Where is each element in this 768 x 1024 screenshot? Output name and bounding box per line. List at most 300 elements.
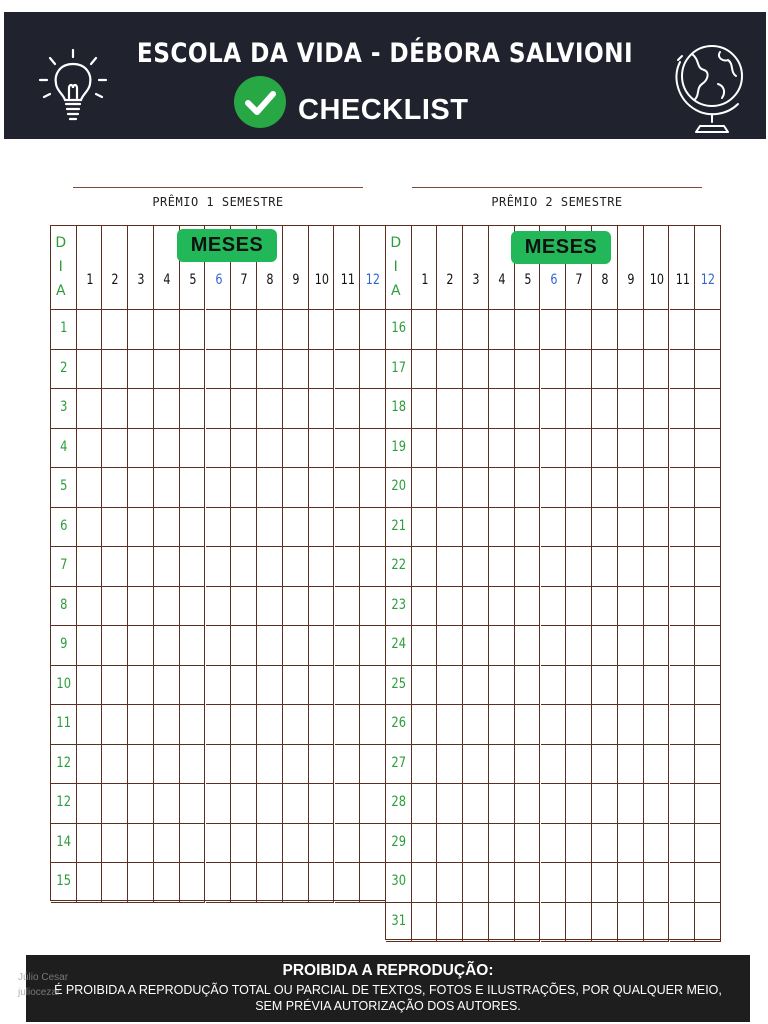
- check-cell[interactable]: [566, 350, 592, 390]
- check-cell[interactable]: [206, 705, 232, 745]
- check-cell[interactable]: [309, 587, 335, 627]
- check-cell[interactable]: [77, 863, 103, 903]
- check-cell[interactable]: [670, 310, 696, 350]
- check-cell[interactable]: [257, 784, 283, 824]
- check-cell[interactable]: [154, 705, 180, 745]
- check-cell[interactable]: [231, 547, 257, 587]
- check-cell[interactable]: [515, 903, 541, 943]
- check-cell[interactable]: [335, 824, 361, 864]
- check-cell[interactable]: [231, 508, 257, 548]
- check-cell[interactable]: [180, 389, 206, 429]
- check-cell[interactable]: [412, 587, 438, 627]
- check-cell[interactable]: [695, 863, 721, 903]
- check-cell[interactable]: [283, 350, 309, 390]
- check-cell[interactable]: [231, 429, 257, 469]
- check-cell[interactable]: [412, 429, 438, 469]
- check-cell[interactable]: [335, 587, 361, 627]
- check-cell[interactable]: [592, 784, 618, 824]
- check-cell[interactable]: [412, 310, 438, 350]
- check-cell[interactable]: [644, 468, 670, 508]
- check-cell[interactable]: [644, 705, 670, 745]
- check-cell[interactable]: [360, 547, 386, 587]
- check-cell[interactable]: [566, 508, 592, 548]
- check-cell[interactable]: [412, 547, 438, 587]
- check-cell[interactable]: [180, 350, 206, 390]
- check-cell[interactable]: [644, 350, 670, 390]
- check-cell[interactable]: [257, 468, 283, 508]
- check-cell[interactable]: [541, 350, 567, 390]
- check-cell[interactable]: [412, 745, 438, 785]
- check-cell[interactable]: [463, 587, 489, 627]
- check-cell[interactable]: [77, 350, 103, 390]
- check-cell[interactable]: [412, 666, 438, 706]
- check-cell[interactable]: [670, 705, 696, 745]
- check-cell[interactable]: [335, 666, 361, 706]
- check-cell[interactable]: [180, 824, 206, 864]
- check-cell[interactable]: [437, 508, 463, 548]
- check-cell[interactable]: [128, 824, 154, 864]
- check-cell[interactable]: [515, 508, 541, 548]
- check-cell[interactable]: [592, 389, 618, 429]
- check-cell[interactable]: [257, 350, 283, 390]
- check-cell[interactable]: [412, 784, 438, 824]
- check-cell[interactable]: [335, 468, 361, 508]
- check-cell[interactable]: [206, 824, 232, 864]
- check-cell[interactable]: [695, 824, 721, 864]
- check-cell[interactable]: [463, 903, 489, 943]
- check-cell[interactable]: [670, 863, 696, 903]
- check-cell[interactable]: [644, 784, 670, 824]
- check-cell[interactable]: [463, 863, 489, 903]
- check-cell[interactable]: [489, 350, 515, 390]
- check-cell[interactable]: [283, 429, 309, 469]
- check-cell[interactable]: [154, 508, 180, 548]
- check-cell[interactable]: [335, 389, 361, 429]
- check-cell[interactable]: [180, 468, 206, 508]
- check-cell[interactable]: [592, 310, 618, 350]
- check-cell[interactable]: [437, 310, 463, 350]
- check-cell[interactable]: [180, 784, 206, 824]
- check-cell[interactable]: [257, 824, 283, 864]
- check-cell[interactable]: [566, 863, 592, 903]
- check-cell[interactable]: [670, 429, 696, 469]
- check-cell[interactable]: [515, 350, 541, 390]
- check-cell[interactable]: [437, 350, 463, 390]
- check-cell[interactable]: [360, 705, 386, 745]
- check-cell[interactable]: [335, 745, 361, 785]
- check-cell[interactable]: [592, 824, 618, 864]
- check-cell[interactable]: [541, 824, 567, 864]
- check-cell[interactable]: [257, 626, 283, 666]
- check-cell[interactable]: [644, 626, 670, 666]
- check-cell[interactable]: [541, 666, 567, 706]
- check-cell[interactable]: [463, 547, 489, 587]
- check-cell[interactable]: [257, 389, 283, 429]
- check-cell[interactable]: [257, 705, 283, 745]
- check-cell[interactable]: [463, 784, 489, 824]
- check-cell[interactable]: [309, 626, 335, 666]
- check-cell[interactable]: [206, 666, 232, 706]
- check-cell[interactable]: [257, 745, 283, 785]
- check-cell[interactable]: [592, 429, 618, 469]
- check-cell[interactable]: [309, 784, 335, 824]
- check-cell[interactable]: [77, 824, 103, 864]
- check-cell[interactable]: [437, 705, 463, 745]
- check-cell[interactable]: [335, 705, 361, 745]
- check-cell[interactable]: [515, 745, 541, 785]
- check-cell[interactable]: [515, 784, 541, 824]
- check-cell[interactable]: [695, 547, 721, 587]
- check-cell[interactable]: [335, 350, 361, 390]
- check-cell[interactable]: [463, 824, 489, 864]
- check-cell[interactable]: [128, 310, 154, 350]
- check-cell[interactable]: [592, 626, 618, 666]
- check-cell[interactable]: [335, 626, 361, 666]
- check-cell[interactable]: [360, 429, 386, 469]
- check-cell[interactable]: [463, 468, 489, 508]
- check-cell[interactable]: [360, 310, 386, 350]
- check-cell[interactable]: [463, 389, 489, 429]
- check-cell[interactable]: [437, 429, 463, 469]
- check-cell[interactable]: [695, 389, 721, 429]
- check-cell[interactable]: [618, 903, 644, 943]
- check-cell[interactable]: [541, 389, 567, 429]
- check-cell[interactable]: [437, 547, 463, 587]
- check-cell[interactable]: [412, 863, 438, 903]
- check-cell[interactable]: [515, 666, 541, 706]
- check-cell[interactable]: [154, 429, 180, 469]
- check-cell[interactable]: [309, 389, 335, 429]
- check-cell[interactable]: [231, 666, 257, 706]
- check-cell[interactable]: [231, 587, 257, 627]
- check-cell[interactable]: [128, 745, 154, 785]
- check-cell[interactable]: [102, 468, 128, 508]
- check-cell[interactable]: [128, 863, 154, 903]
- check-cell[interactable]: [180, 547, 206, 587]
- check-cell[interactable]: [154, 666, 180, 706]
- check-cell[interactable]: [309, 745, 335, 785]
- check-cell[interactable]: [670, 824, 696, 864]
- check-cell[interactable]: [231, 863, 257, 903]
- check-cell[interactable]: [102, 429, 128, 469]
- check-cell[interactable]: [695, 745, 721, 785]
- check-cell[interactable]: [566, 824, 592, 864]
- check-cell[interactable]: [77, 666, 103, 706]
- check-cell[interactable]: [670, 745, 696, 785]
- check-cell[interactable]: [515, 587, 541, 627]
- check-cell[interactable]: [102, 508, 128, 548]
- check-cell[interactable]: [670, 389, 696, 429]
- check-cell[interactable]: [695, 310, 721, 350]
- check-cell[interactable]: [437, 863, 463, 903]
- check-cell[interactable]: [618, 547, 644, 587]
- check-cell[interactable]: [206, 547, 232, 587]
- check-cell[interactable]: [566, 666, 592, 706]
- check-cell[interactable]: [128, 429, 154, 469]
- check-cell[interactable]: [102, 863, 128, 903]
- check-cell[interactable]: [437, 626, 463, 666]
- check-cell[interactable]: [283, 666, 309, 706]
- check-cell[interactable]: [437, 666, 463, 706]
- check-cell[interactable]: [283, 389, 309, 429]
- check-cell[interactable]: [489, 784, 515, 824]
- check-cell[interactable]: [437, 389, 463, 429]
- check-cell[interactable]: [77, 389, 103, 429]
- check-cell[interactable]: [566, 587, 592, 627]
- check-cell[interactable]: [77, 745, 103, 785]
- check-cell[interactable]: [102, 310, 128, 350]
- check-cell[interactable]: [695, 903, 721, 943]
- check-cell[interactable]: [644, 745, 670, 785]
- check-cell[interactable]: [566, 745, 592, 785]
- check-cell[interactable]: [206, 587, 232, 627]
- check-cell[interactable]: [644, 389, 670, 429]
- check-cell[interactable]: [670, 350, 696, 390]
- check-cell[interactable]: [231, 350, 257, 390]
- check-cell[interactable]: [231, 468, 257, 508]
- check-cell[interactable]: [695, 784, 721, 824]
- check-cell[interactable]: [154, 824, 180, 864]
- check-cell[interactable]: [489, 666, 515, 706]
- check-cell[interactable]: [515, 547, 541, 587]
- check-cell[interactable]: [412, 626, 438, 666]
- check-cell[interactable]: [257, 310, 283, 350]
- check-cell[interactable]: [283, 310, 309, 350]
- check-cell[interactable]: [489, 508, 515, 548]
- check-cell[interactable]: [695, 587, 721, 627]
- check-cell[interactable]: [515, 863, 541, 903]
- check-cell[interactable]: [644, 863, 670, 903]
- check-cell[interactable]: [128, 508, 154, 548]
- check-cell[interactable]: [309, 468, 335, 508]
- check-cell[interactable]: [695, 429, 721, 469]
- check-cell[interactable]: [566, 903, 592, 943]
- check-cell[interactable]: [618, 824, 644, 864]
- check-cell[interactable]: [515, 429, 541, 469]
- check-cell[interactable]: [515, 705, 541, 745]
- check-cell[interactable]: [360, 389, 386, 429]
- check-cell[interactable]: [206, 745, 232, 785]
- check-cell[interactable]: [360, 745, 386, 785]
- check-cell[interactable]: [592, 903, 618, 943]
- check-cell[interactable]: [231, 705, 257, 745]
- check-cell[interactable]: [644, 587, 670, 627]
- check-cell[interactable]: [180, 745, 206, 785]
- check-cell[interactable]: [489, 389, 515, 429]
- check-cell[interactable]: [102, 587, 128, 627]
- check-cell[interactable]: [180, 508, 206, 548]
- check-cell[interactable]: [257, 863, 283, 903]
- check-cell[interactable]: [515, 389, 541, 429]
- check-cell[interactable]: [541, 784, 567, 824]
- check-cell[interactable]: [541, 508, 567, 548]
- check-cell[interactable]: [489, 310, 515, 350]
- check-cell[interactable]: [489, 745, 515, 785]
- check-cell[interactable]: [154, 389, 180, 429]
- check-cell[interactable]: [644, 547, 670, 587]
- check-cell[interactable]: [695, 626, 721, 666]
- check-cell[interactable]: [257, 587, 283, 627]
- check-cell[interactable]: [437, 745, 463, 785]
- check-cell[interactable]: [463, 745, 489, 785]
- check-cell[interactable]: [77, 310, 103, 350]
- check-cell[interactable]: [309, 508, 335, 548]
- check-cell[interactable]: [541, 310, 567, 350]
- check-cell[interactable]: [592, 468, 618, 508]
- check-cell[interactable]: [644, 310, 670, 350]
- check-cell[interactable]: [77, 547, 103, 587]
- check-cell[interactable]: [463, 429, 489, 469]
- check-cell[interactable]: [128, 587, 154, 627]
- check-cell[interactable]: [592, 350, 618, 390]
- check-cell[interactable]: [566, 389, 592, 429]
- check-cell[interactable]: [283, 508, 309, 548]
- check-cell[interactable]: [360, 468, 386, 508]
- check-cell[interactable]: [412, 705, 438, 745]
- check-cell[interactable]: [257, 508, 283, 548]
- check-cell[interactable]: [102, 389, 128, 429]
- check-cell[interactable]: [206, 389, 232, 429]
- check-cell[interactable]: [102, 350, 128, 390]
- check-cell[interactable]: [541, 626, 567, 666]
- check-cell[interactable]: [128, 784, 154, 824]
- check-cell[interactable]: [360, 350, 386, 390]
- check-cell[interactable]: [180, 705, 206, 745]
- check-cell[interactable]: [489, 587, 515, 627]
- check-cell[interactable]: [566, 626, 592, 666]
- check-cell[interactable]: [309, 824, 335, 864]
- check-cell[interactable]: [618, 468, 644, 508]
- check-cell[interactable]: [437, 587, 463, 627]
- check-cell[interactable]: [180, 666, 206, 706]
- check-cell[interactable]: [77, 587, 103, 627]
- check-cell[interactable]: [231, 745, 257, 785]
- check-cell[interactable]: [618, 666, 644, 706]
- check-cell[interactable]: [257, 429, 283, 469]
- check-cell[interactable]: [541, 587, 567, 627]
- check-cell[interactable]: [618, 626, 644, 666]
- check-cell[interactable]: [128, 389, 154, 429]
- check-cell[interactable]: [77, 626, 103, 666]
- check-cell[interactable]: [309, 666, 335, 706]
- check-cell[interactable]: [231, 784, 257, 824]
- check-cell[interactable]: [618, 784, 644, 824]
- check-cell[interactable]: [541, 745, 567, 785]
- check-cell[interactable]: [541, 705, 567, 745]
- check-cell[interactable]: [283, 468, 309, 508]
- check-cell[interactable]: [283, 745, 309, 785]
- check-cell[interactable]: [360, 508, 386, 548]
- check-cell[interactable]: [309, 310, 335, 350]
- check-cell[interactable]: [77, 508, 103, 548]
- check-cell[interactable]: [283, 547, 309, 587]
- check-cell[interactable]: [437, 903, 463, 943]
- check-cell[interactable]: [695, 350, 721, 390]
- check-cell[interactable]: [360, 587, 386, 627]
- check-cell[interactable]: [180, 587, 206, 627]
- check-cell[interactable]: [670, 784, 696, 824]
- check-cell[interactable]: [335, 508, 361, 548]
- check-cell[interactable]: [489, 863, 515, 903]
- check-cell[interactable]: [102, 626, 128, 666]
- check-cell[interactable]: [77, 429, 103, 469]
- check-cell[interactable]: [670, 666, 696, 706]
- check-cell[interactable]: [541, 547, 567, 587]
- check-cell[interactable]: [541, 429, 567, 469]
- check-cell[interactable]: [437, 824, 463, 864]
- check-cell[interactable]: [77, 705, 103, 745]
- check-cell[interactable]: [128, 666, 154, 706]
- check-cell[interactable]: [618, 350, 644, 390]
- check-cell[interactable]: [206, 784, 232, 824]
- check-cell[interactable]: [489, 429, 515, 469]
- check-cell[interactable]: [283, 824, 309, 864]
- check-cell[interactable]: [592, 587, 618, 627]
- check-cell[interactable]: [463, 705, 489, 745]
- check-cell[interactable]: [592, 745, 618, 785]
- check-cell[interactable]: [360, 863, 386, 903]
- check-cell[interactable]: [489, 626, 515, 666]
- check-cell[interactable]: [695, 508, 721, 548]
- check-cell[interactable]: [154, 745, 180, 785]
- check-cell[interactable]: [566, 468, 592, 508]
- check-cell[interactable]: [360, 666, 386, 706]
- check-cell[interactable]: [695, 705, 721, 745]
- check-cell[interactable]: [566, 310, 592, 350]
- check-cell[interactable]: [463, 666, 489, 706]
- check-cell[interactable]: [283, 784, 309, 824]
- check-cell[interactable]: [206, 468, 232, 508]
- check-cell[interactable]: [670, 468, 696, 508]
- check-cell[interactable]: [128, 350, 154, 390]
- check-cell[interactable]: [309, 863, 335, 903]
- check-cell[interactable]: [489, 824, 515, 864]
- check-cell[interactable]: [463, 310, 489, 350]
- check-cell[interactable]: [412, 903, 438, 943]
- check-cell[interactable]: [154, 468, 180, 508]
- check-cell[interactable]: [670, 626, 696, 666]
- check-cell[interactable]: [180, 863, 206, 903]
- check-cell[interactable]: [618, 705, 644, 745]
- check-cell[interactable]: [154, 310, 180, 350]
- check-cell[interactable]: [335, 429, 361, 469]
- check-cell[interactable]: [437, 784, 463, 824]
- check-cell[interactable]: [489, 547, 515, 587]
- check-cell[interactable]: [257, 547, 283, 587]
- check-cell[interactable]: [412, 350, 438, 390]
- check-cell[interactable]: [489, 705, 515, 745]
- check-cell[interactable]: [206, 429, 232, 469]
- check-cell[interactable]: [644, 508, 670, 548]
- check-cell[interactable]: [566, 784, 592, 824]
- check-cell[interactable]: [154, 626, 180, 666]
- check-cell[interactable]: [283, 587, 309, 627]
- check-cell[interactable]: [644, 824, 670, 864]
- check-cell[interactable]: [154, 547, 180, 587]
- check-cell[interactable]: [592, 705, 618, 745]
- check-cell[interactable]: [360, 824, 386, 864]
- check-cell[interactable]: [180, 310, 206, 350]
- check-cell[interactable]: [515, 626, 541, 666]
- check-cell[interactable]: [644, 903, 670, 943]
- check-cell[interactable]: [102, 547, 128, 587]
- check-cell[interactable]: [618, 310, 644, 350]
- check-cell[interactable]: [670, 903, 696, 943]
- check-cell[interactable]: [412, 468, 438, 508]
- check-cell[interactable]: [309, 705, 335, 745]
- check-cell[interactable]: [102, 705, 128, 745]
- check-cell[interactable]: [335, 547, 361, 587]
